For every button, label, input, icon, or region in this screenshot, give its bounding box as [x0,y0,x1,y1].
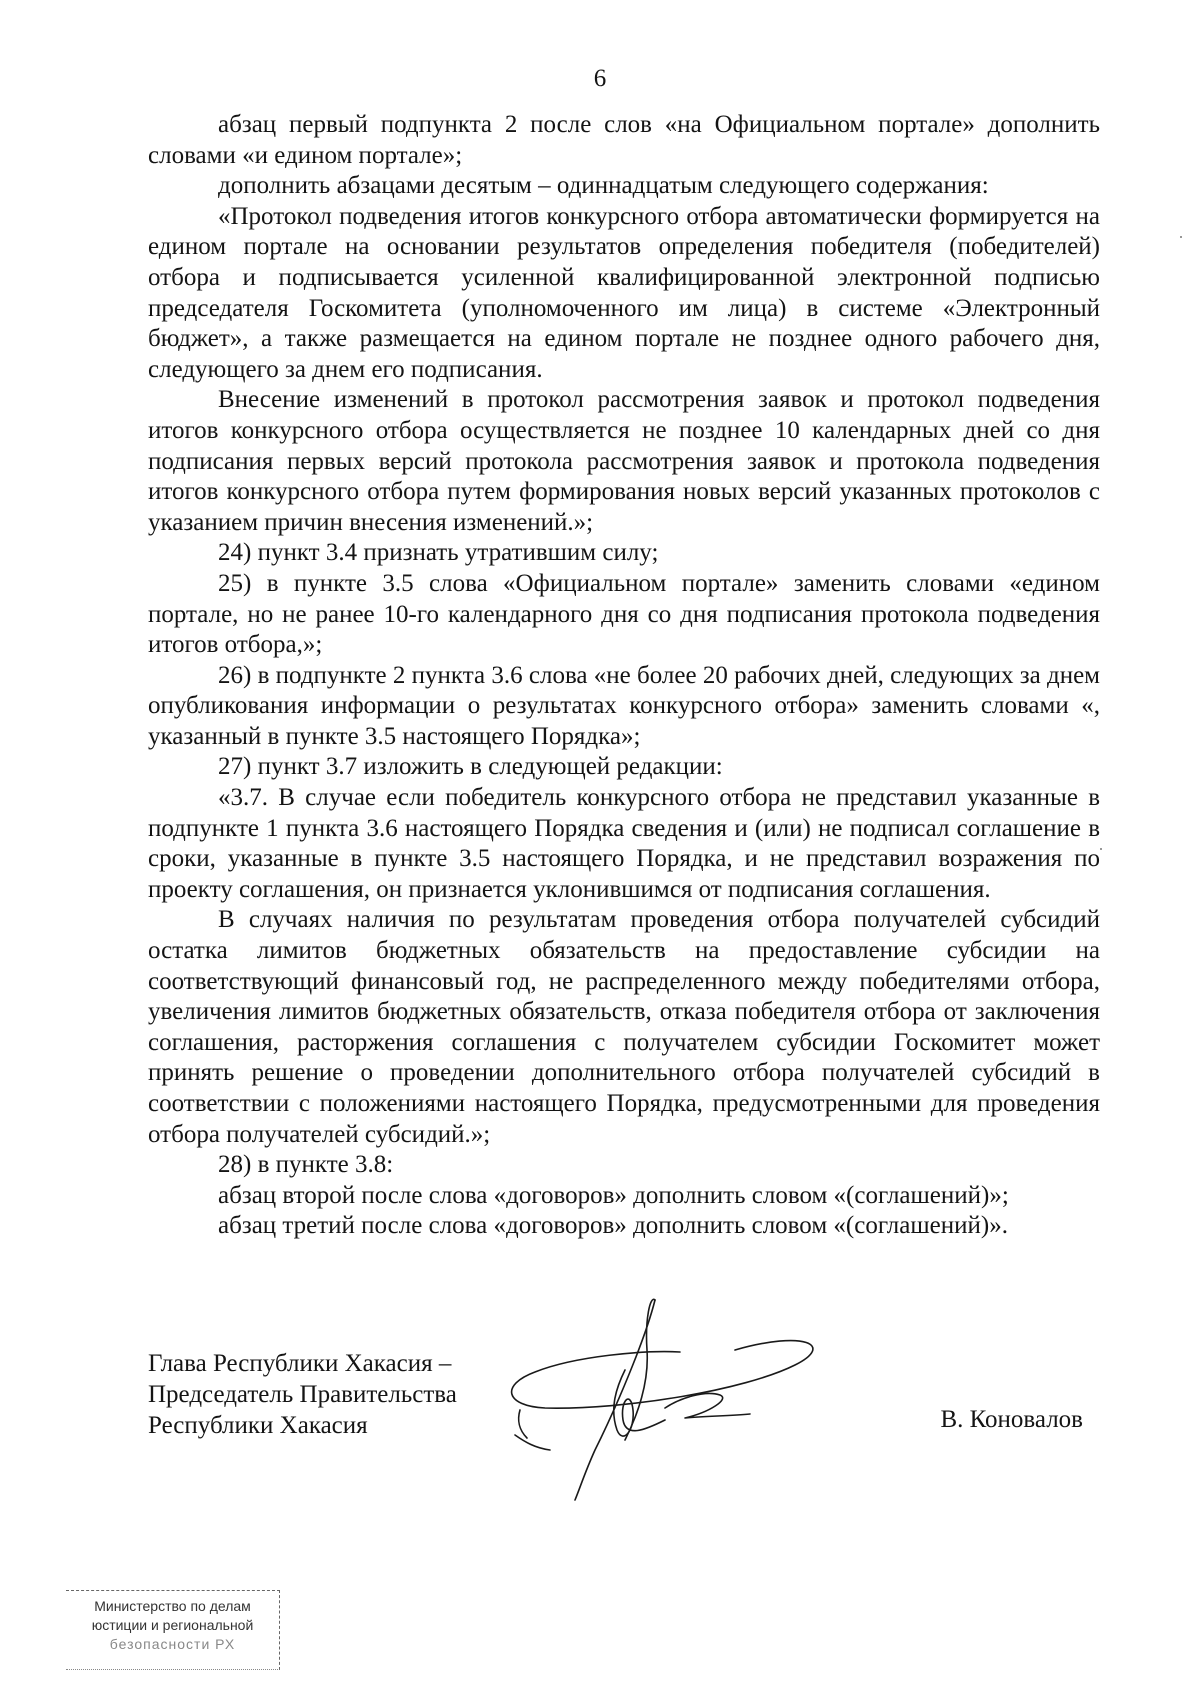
paragraph-4: Внесение изменений в протокол рассмотрения заявок и протокол подведения итогов конкурсного отбора осуществляется не позднее 10 календарных дней со дня подписания первых версий протокола рассмотрения заявок и протокола подведения итогов конкурсного отбора путем формирования новых версий указанных протоколов с указанием причин внесения изменений.»; [148,386,1100,536]
stamp-line: Министерство по делам [94,1598,251,1614]
paragraph-2: дополнить абзацами десятым – одиннадцатым следующего содержания: [218,172,989,200]
paragraph-11: 28) в пункте 3.8: [218,1151,394,1179]
signatory-name: В. Коновалов [940,1406,1083,1433]
page-number: 6 [593,65,607,92]
paragraph-9: «3.7. В случае если победитель конкурсного отбора не представил указанные в подпункте 1 пункта 3.6 настоящего Порядка сведения и (или) не подписал соглашение в сроки, указанные в пункте 3.5 настоящего Порядка, и не представил возражения по проекту соглашения, он признается уклонившимся от подписания соглашения. [148,784,1100,903]
document-body [148,110,1100,1242]
paragraph-1: абзац первый подпункта 2 после слов «на Официальном портале» дополнить словами «и едином портале»; [148,111,1100,169]
paragraph-10: В случаях наличия по результатам проведения отбора получателей субсидий остатка лимитов бюджетных обязательств на предоставление субсидии на соответствующий финансовый год, не распределенного между победителями отбора, увеличения лимитов бюджетных обязательств, отказа победителя отбора от заключения соглашения, расторжения соглашения с получателем субсидии Госкомитет может принять решение о проведении дополнительного отбора получателей субсидий в соответствии с положениями настоящего Порядка, предусмотренными для проведения отбора получателей субсидий.»; [148,906,1100,1148]
stamp-line: безопасности РХ [109,1636,236,1652]
paragraph-13: абзац третий после слова «договоров» дополнить словом «(соглашений)». [218,1212,1008,1240]
signatory-title [148,1348,457,1441]
paragraph-6: 25) в пункте 3.5 слова «Официальном портале» заменить словами «едином портале, но не ранее 10-го календарного дня со дня подписания протокола подведения итогов отбора,»; [148,569,1100,659]
paragraph-12: абзац второй после слова «договоров» дополнить словом «(соглашений)»; [218,1181,1009,1209]
scan-speck [1100,848,1102,850]
paragraph-3: «Протокол подведения итогов конкурсного отбора автоматически формируется на едином портале на основании результатов определения победителя (победителей) отбора и подписывается усиленной квалифицированной электронной подписью председателя Госкомитета (уполномоченного им лица) в системе «Электронный бюджет», а также размещается на едином портале не позднее одного рабочего дня, следующего за днем его подписания. [148,202,1100,383]
paragraph-5: 24) пункт 3.4 признать утратившим силу; [218,539,659,567]
stamp-line: юстиции и региональной [91,1617,254,1633]
scan-speck [1180,236,1182,238]
paragraph-7: 26) в подпункте 2 пункта 3.6 слова «не более 20 рабочих дней, следующих за днем опубликования информации о результатах конкурсного отбора» заменить словами «, указанный в пункте 3.5 настоящего Порядка»; [148,661,1100,750]
handwritten-signature [505,1290,815,1510]
ministry-stamp [66,1590,280,1670]
paragraph-8: 27) пункт 3.7 изложить в следующей редакции: [218,753,723,781]
signatory-title-line: Республики Хакасия [148,1412,368,1439]
signatory-title-line: Глава Республики Хакасия – [148,1350,452,1377]
signatory-title-line: Председатель Правительства [148,1381,457,1408]
